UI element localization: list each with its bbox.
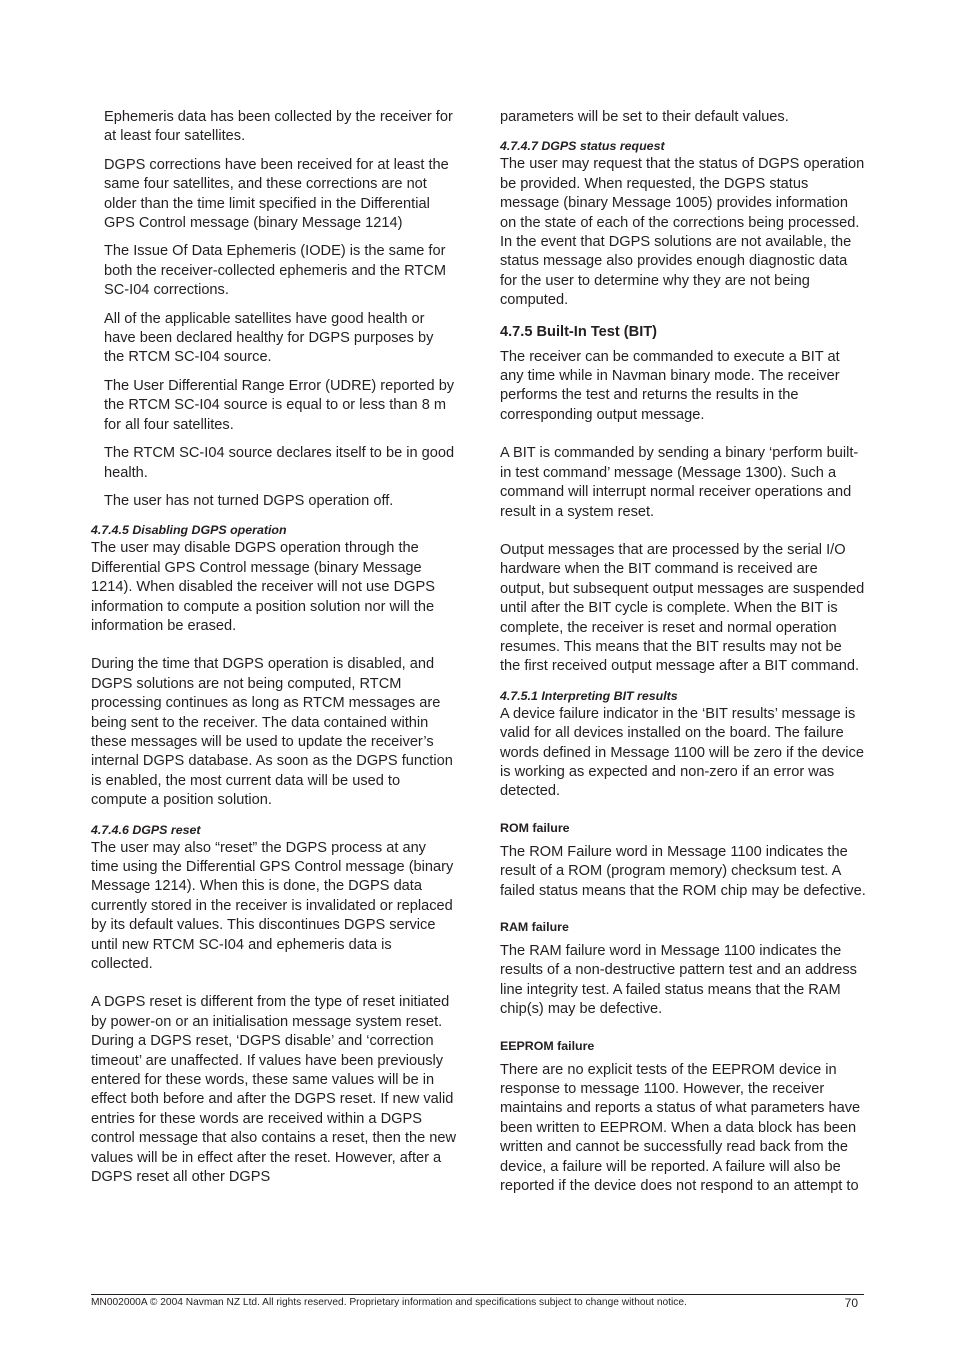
paragraph: The RAM failure word in Message 1100 indicates the results of a non-destructive pattern test and an address line integrity test. A failed status means that the RAM chip(s) may be defective. (500, 943, 857, 1018)
condition-item: The user has not turned DGPS operation off. (104, 492, 394, 509)
paragraph: A device failure indicator in the ‘BIT results’ message is valid for all devices installed on the board. The failure words defined in Message 1100 will be zero if the device is working as expected and non-zero if an error was detected. (500, 705, 864, 800)
left-column (91, 108, 457, 1188)
paragraph: The user may disable DGPS operation through the Differential GPS Control message (binary Message 1214). When disabled the receiver will not use DGPS information to compute a position solution nor will the information be erased. (91, 540, 435, 634)
right-column (500, 108, 866, 1196)
condition-item: The Issue Of Data Ephemeris (IODE) is the same for both the receiver-collected ephemeris and the RTCM SC-I04 corrections. (104, 243, 447, 299)
section-heading-dgps-reset: 4.7.4.6 DGPS reset (91, 822, 201, 837)
footer-divider (91, 1294, 864, 1295)
paragraph: There are no explicit tests of the EEPROM device in response to message 1100. However, the receiver maintains and reports a status of what parameters have been written to EEPROM. When a data block has been written and cannot be successfully read back from the device, a failure will be reported. A failure will also be reported if the device does not respond to an attempt to (500, 1061, 861, 1195)
condition-item: All of the applicable satellites have good health or have been declared healthy for DGPS purposes by the RTCM SC-I04 source. (104, 310, 434, 366)
paragraph: During the time that DGPS operation is disabled, and DGPS solutions are not being computed, RTCM processing continues as long as RTCM messages are being sent to the receiver. The data contained within these messages will be used to update the receiver’s internal DGPS database. As soon as the DGPS function is enabled, the most current data will be used to compute a position solution. (91, 656, 453, 809)
subheading-rom-failure: ROM failure (500, 820, 570, 835)
paragraph: The user may request that the status of DGPS operation be provided. When requested, the DGPS status message (binary Message 1005) provides information on the state of each of the corrections being processed. In the event that DGPS solutions are not available, the status message also provides enough diagnostic data for the user to determine why they are not being computed. (500, 156, 865, 309)
section-heading-dgps-status: 4.7.4.7 DGPS status request (500, 139, 665, 154)
condition-item: DGPS corrections have been received for at least the same four satellites, and these corrections are not older than the time limit specified in the Differential GPS Control message (binary Message 1214) (104, 156, 449, 232)
condition-item: The RTCM SC-I04 source declares itself to be in good health. (104, 445, 455, 481)
subheading-ram-failure: RAM failure (500, 920, 569, 934)
paragraph: The ROM Failure word in Message 1100 indicates the result of a ROM (program memory) checksum test. A failed status means that the ROM chip may be defective. (500, 843, 866, 899)
section-heading-disabling-dgps: 4.7.4.5 Disabling DGPS operation (91, 523, 287, 538)
section-heading-bit: 4.7.5 Built-In Test (BIT) (500, 323, 658, 340)
footer-copyright: MN002000A © 2004 Navman NZ Ltd. All rights reserved. Proprietary information and specifications subject to change without notice. (91, 1297, 687, 1308)
paragraph: A BIT is commanded by sending a binary ‘perform built-in test command’ message (Message 1300). Such a command will interrupt normal receiver operations and result in a system reset. (500, 445, 859, 520)
subheading-eeprom-failure: EEPROM failure (500, 1038, 595, 1053)
condition-item: Ephemeris data has been collected by the receiver for at least four satellites. (104, 109, 453, 145)
paragraph-continued: parameters will be set to their default values. (500, 109, 789, 125)
page-number: 70 (844, 1296, 858, 1310)
paragraph: A DGPS reset is different from the type of reset initiated by power-on or an initialisation message system reset. During a DGPS reset, ‘DGPS disable’ and ‘correction timeout’ are unaffected. If values have been previously entered for these words, these same values will be in effect both before and after the DGPS reset. If new valid entries for these words are received within a DGPS control message that also contains a reset, then the new values will be in effect after the reset. However, after a DGPS reset all other DGPS (91, 994, 457, 1186)
paragraph: Output messages that are processed by the serial I/O hardware when the BIT command is received are output, but subsequent output messages are suspended until after the BIT cycle is complete. When the BIT is complete, the receiver is reset and normal operation resumes. This means that the BIT results may not be the first received output message after a BIT command. (500, 541, 865, 675)
section-heading-interpreting-bit: 4.7.5.1 Interpreting BIT results (500, 688, 678, 703)
paragraph: The user may also “reset” the DGPS process at any time using the Differential GPS Control message (binary Message 1214). When this is done, the DGPS data currently stored in the receiver is invalidated or replaced by its default values. This discontinues DGPS service until new RTCM SC-I04 and ephemeris data is collected. (91, 839, 454, 973)
paragraph: The receiver can be commanded to execute a BIT at any time while in Navman binary mode. The receiver performs the test and returns the results in the corresponding output message. (500, 348, 840, 423)
condition-item: The User Differential Range Error (UDRE) reported by the RTCM SC-I04 source is equal to or less than 8 m for all four satellites. (104, 377, 455, 433)
